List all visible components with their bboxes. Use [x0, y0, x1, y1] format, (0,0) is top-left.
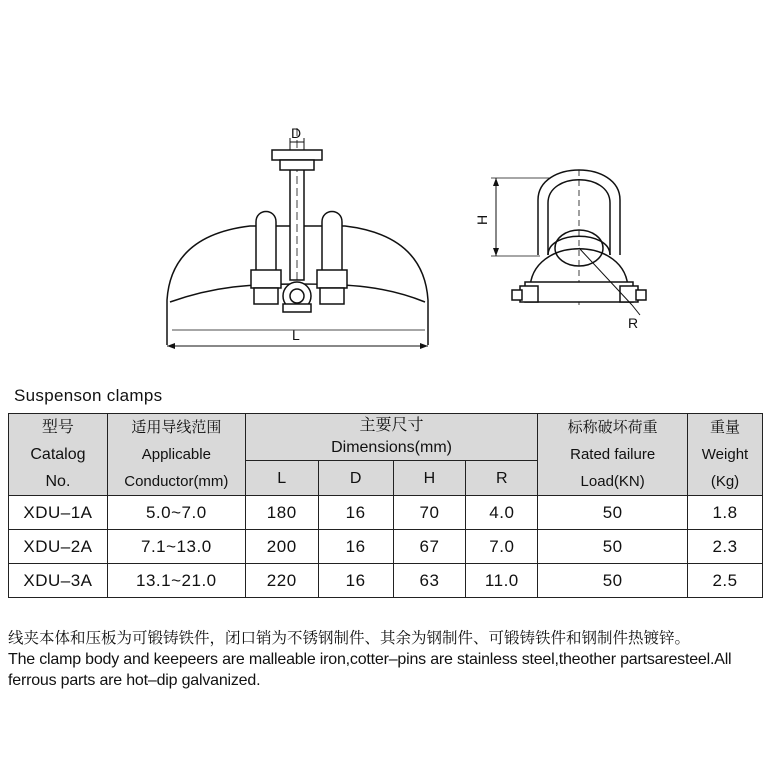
cell-conductor: 5.0~7.0	[107, 496, 245, 530]
notes	[8, 628, 763, 691]
header-weight-en1: Weight	[701, 446, 749, 463]
cell-d: 16	[318, 564, 393, 598]
cell-conductor: 13.1~21.0	[107, 564, 245, 598]
label-h: H	[474, 214, 490, 225]
cell-weight: 2.5	[688, 564, 763, 598]
label-l: L	[292, 327, 300, 343]
clamp-technical-drawing	[0, 0, 767, 380]
header-dimensions-zh: 主要尺寸	[359, 417, 424, 434]
label-r: R	[628, 315, 639, 331]
header-conductor	[107, 414, 245, 496]
note-zh: 线夹本体和压板为可锻铸铁件，闭口销为不锈钢制件、其余为钢制件、可锻铸铁件和钢制件热镀锌。	[8, 629, 691, 647]
cell-d: 16	[318, 496, 393, 530]
header-dim-l: L	[245, 461, 318, 496]
cell-conductor: 7.1~13.0	[107, 530, 245, 564]
header-catalog-en1: Catalog	[30, 446, 86, 463]
header-conductor-en2: Conductor(mm)	[124, 473, 229, 490]
header-catalog-zh: 型号	[41, 419, 74, 436]
header-weight	[688, 414, 763, 496]
cell-r: 7.0	[466, 530, 538, 564]
header-load	[538, 414, 688, 496]
cell-load: 50	[538, 564, 688, 598]
cell-catalog: XDU–2A	[9, 530, 108, 564]
header-dim-h: H	[393, 461, 466, 496]
cell-load: 50	[538, 496, 688, 530]
table-row	[9, 496, 763, 530]
cell-h: 63	[393, 564, 466, 598]
header-weight-zh: 重量	[710, 419, 741, 436]
header-dimensions	[245, 414, 538, 461]
spec-table	[8, 413, 763, 598]
cell-h: 70	[393, 496, 466, 530]
cell-catalog: XDU–1A	[9, 496, 108, 530]
cell-h: 67	[393, 530, 466, 564]
table-row	[9, 564, 763, 598]
header-catalog	[9, 414, 108, 496]
front-view	[167, 128, 428, 349]
cell-l: 220	[245, 564, 318, 598]
note-en: The clamp body and keepeers are malleable iron,cotter–pins are stainless steel,theother partsaresteel.All ferrous parts are hot–dip galvanized.	[8, 651, 732, 689]
header-catalog-en2: No.	[45, 473, 71, 490]
header-load-en1: Rated failure	[570, 446, 656, 463]
header-load-en2: Load(KN)	[580, 473, 645, 490]
header-load-zh: 标称破坏荷重	[567, 419, 658, 436]
header-conductor-en1: Applicable	[141, 446, 211, 463]
cell-r: 4.0	[466, 496, 538, 530]
cell-l: 200	[245, 530, 318, 564]
cell-r: 11.0	[466, 564, 538, 598]
header-weight-en2: (Kg)	[710, 473, 740, 490]
cell-l: 180	[245, 496, 318, 530]
cell-weight: 1.8	[688, 496, 763, 530]
side-view	[491, 170, 646, 315]
cell-weight: 2.3	[688, 530, 763, 564]
header-dim-d: D	[318, 461, 393, 496]
header-dimensions-en: Dimensions(mm)	[331, 439, 452, 456]
section-title: Suspenson clamps	[14, 386, 163, 405]
label-d: D	[291, 125, 302, 141]
header-dim-r: R	[466, 461, 538, 496]
cell-load: 50	[538, 530, 688, 564]
table-row	[9, 530, 763, 564]
cell-catalog: XDU–3A	[9, 564, 108, 598]
header-conductor-zh: 适用导线范围	[131, 419, 222, 436]
cell-d: 16	[318, 530, 393, 564]
